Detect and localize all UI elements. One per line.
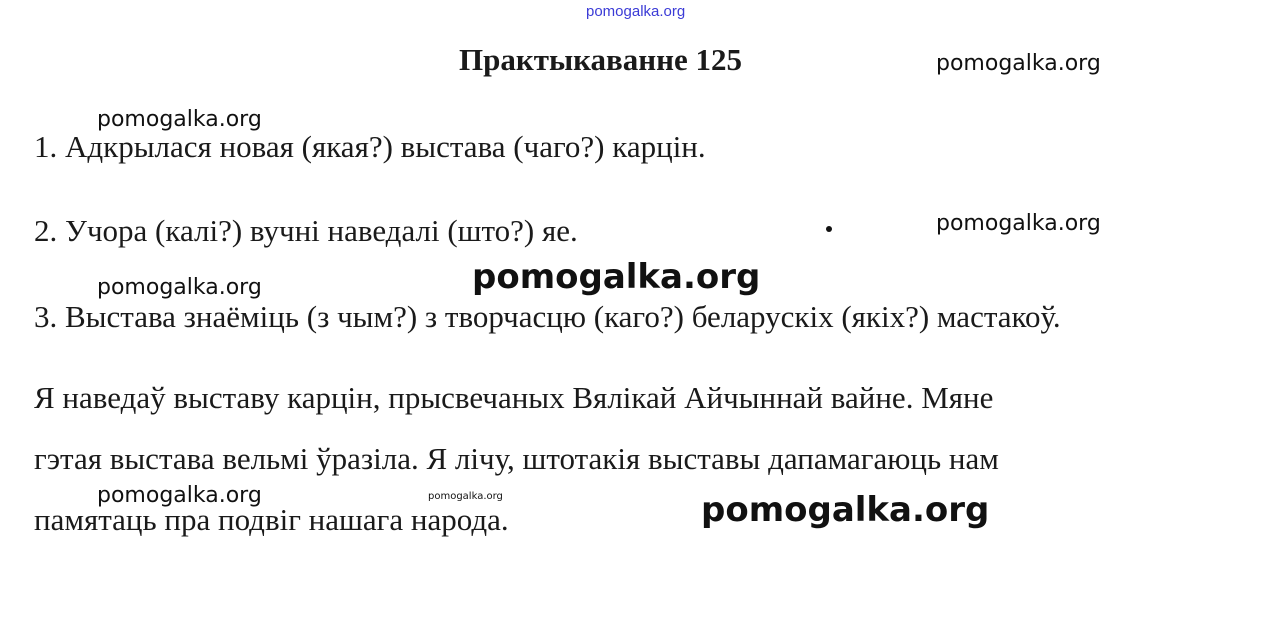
paragraph-line-2: гэтая выстава вельмі ўразіла. Я лічу, штотакія выставы дапамагаюць нам [34,441,999,476]
watermark: pomogalka.org [97,483,262,508]
page-title: Практыкаванне 125 [459,42,743,77]
paragraph-line-1: Я наведаў выставу карцін, прысвечаных Вялікай Айчыннай вайне. Мяне [34,380,994,415]
watermark: pomogalka.org [97,275,262,300]
watermark-small: pomogalka.org [428,491,503,502]
sentence-1: 1. Адкрылася новая (якая?) выстава (чаго?) карцін. [34,129,706,164]
sentence-3: 3. Выстава знаёміць (з чым?) з творчасцю (каго?) беларускіх (якіх?) мастакоў. [34,299,1061,334]
watermark-large: pomogalka.org [701,490,990,530]
watermark: pomogalka.org [936,211,1101,236]
watermark-large: pomogalka.org [472,257,761,297]
paragraph-line-3: памятаць пра подвіг нашага народа. [34,502,509,537]
sentence-2: 2. Учора (калі?) вучні наведалі (што?) яе. [34,213,578,248]
stray-dot [826,226,832,232]
watermark: pomogalka.org [97,107,262,132]
watermark-top: pomogalka.org [586,3,686,20]
watermark: pomogalka.org [936,51,1101,76]
